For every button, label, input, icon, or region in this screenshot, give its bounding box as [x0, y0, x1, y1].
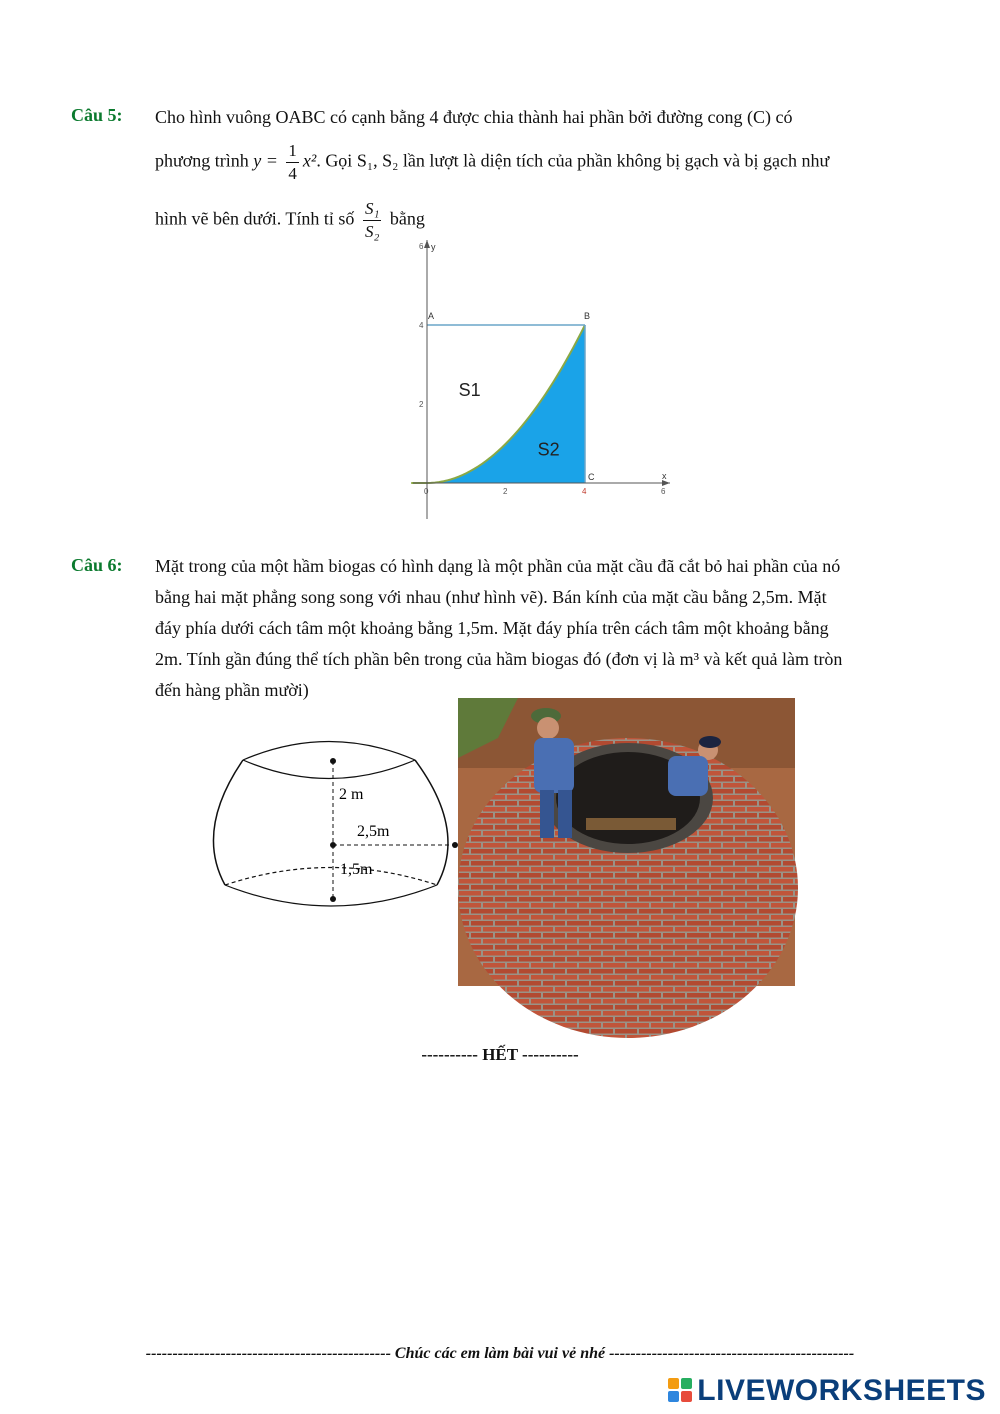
q5-line2b: . Gọi S₁, S₂ lần lượt là diện tích của phần không bị gạch và bị gạch như	[316, 150, 830, 171]
q5-graph	[395, 242, 685, 525]
q5-eq-lhs: y =	[253, 150, 283, 171]
logo-text: LIVEWORKSHEETS	[697, 1374, 986, 1407]
shaded-region-s2	[427, 325, 585, 483]
x-tick-label: 4	[582, 487, 587, 496]
diagram-label-bottom: 1,5m	[340, 861, 373, 878]
q6-line2: bằng hai mặt phẳng song song với nhau (như hình vẽ). Bán kính của mặt cầu bằng 2,5m. Mặt	[155, 587, 827, 607]
biogas-photo	[458, 698, 795, 986]
q5-eq-fraction: $\frac{1}{4}$	[288, 141, 297, 183]
y-tick-label: 2	[419, 400, 424, 409]
point-label-c: C	[588, 472, 595, 482]
x-tick-label: 0	[424, 487, 429, 496]
point-label-a: A	[428, 311, 435, 321]
x-tick-label: 2	[503, 487, 508, 496]
q5-line3	[155, 198, 930, 243]
q5-line1: Cho hình vuông OABC có cạnh bằng 4 được chia thành hai phần bởi đường cong (C) có	[155, 107, 793, 127]
q6-line3: đáy phía dưới cách tâm một khoảng bằng 1,5m. Mặt đáy phía trên cách tâm một khoảng bằng	[155, 618, 829, 638]
footer-message: ---------------------------------------------- Chúc các em làm bài vui vẻ nhé ----------------------------------------------	[145, 1345, 855, 1362]
q5-eq-rhs: x²	[302, 150, 317, 171]
liveworksheets-logo[interactable]	[667, 1374, 986, 1408]
sphere-segment-diagram	[205, 735, 465, 925]
y-tick-label: 4	[419, 321, 424, 330]
region-label-s2: S2	[537, 439, 560, 460]
q6-label: Câu 6:	[71, 555, 123, 575]
q6-line1: Mặt trong của một hầm biogas có hình dạng là một phần của mặt cầu đã cắt bỏ hai phần của nó	[155, 556, 841, 576]
q5-line2	[155, 140, 930, 185]
q5-label: Câu 5:	[71, 105, 123, 125]
logo-grid-icon	[667, 1377, 693, 1403]
y-axis-label: y	[431, 242, 436, 252]
end-marker: ---------- HẾT ----------	[421, 1045, 579, 1064]
diagram-label-top: 2 m	[339, 786, 364, 803]
q6-paragraph	[155, 551, 930, 706]
x-tick-label: 6	[661, 487, 666, 496]
region-label-s1: S1	[458, 380, 481, 401]
q6-line4: 2m. Tính gần đúng thể tích phần bên trong của hầm biogas đó (đơn vị là m³ và kết quả làm tròn	[155, 649, 843, 669]
y-tick-label: 6	[419, 242, 424, 251]
q5-line3b: bằng	[389, 208, 425, 229]
q5-ratio: $\frac{\text{S₁}}{\text{S₂}}$	[364, 199, 380, 241]
point-label-b: B	[584, 311, 591, 321]
diagram-label-radius: 2,5m	[357, 823, 390, 840]
q5-line2a: phương trình	[155, 150, 249, 171]
q6-line5: đến hàng phần mười)	[155, 680, 309, 700]
q5-line3a: hình vẽ bên dưới. Tính tỉ số	[155, 208, 355, 229]
x-axis-label: x	[662, 471, 667, 481]
